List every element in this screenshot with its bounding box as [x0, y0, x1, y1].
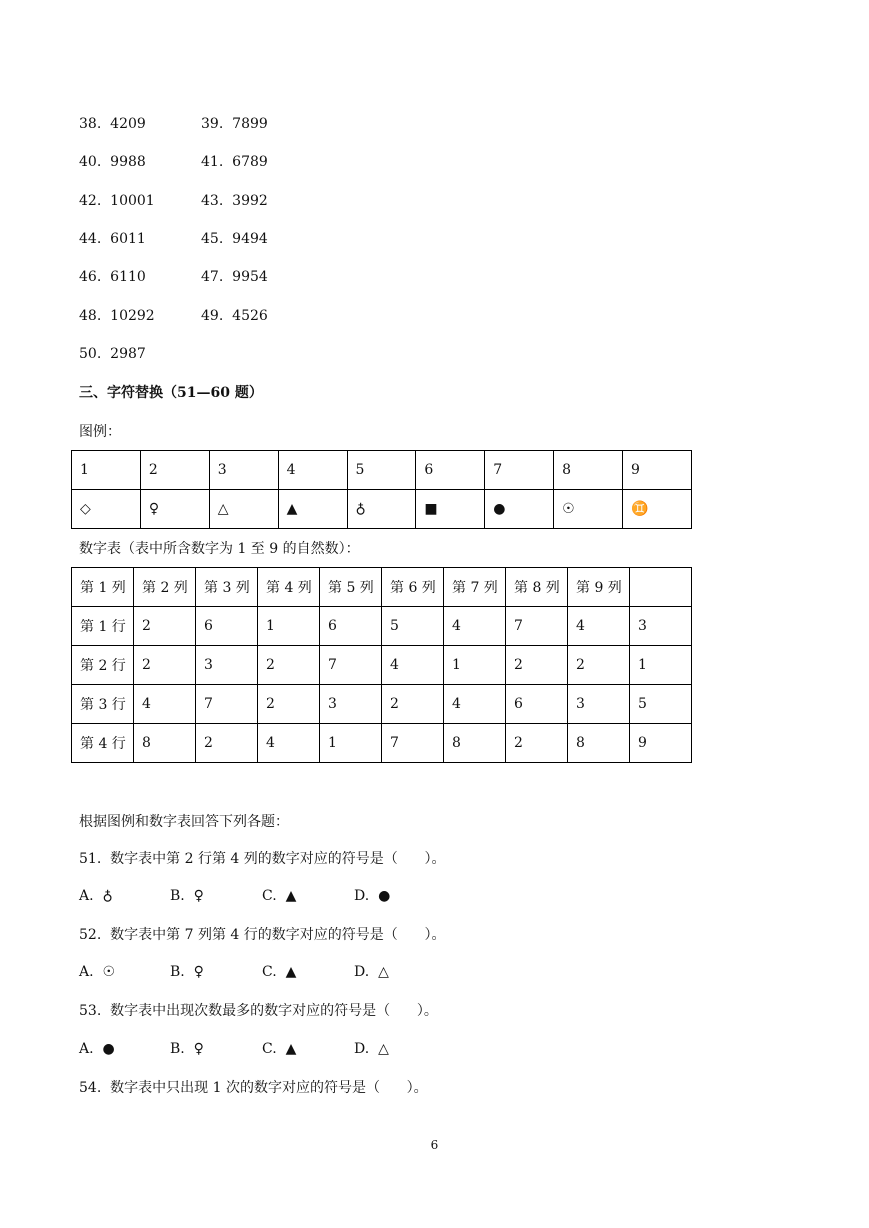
table-cell: 3	[196, 646, 258, 685]
table-cell: 4	[134, 685, 196, 724]
answer-item: 39. 7899	[201, 116, 268, 132]
column-header: 第 3 列	[196, 568, 258, 607]
table-cell: 2	[258, 646, 320, 685]
diamond-outline-icon: ◇	[72, 490, 141, 529]
table-cell: 3	[568, 685, 630, 724]
column-header: 第 9 列	[568, 568, 630, 607]
table-cell: 3	[630, 607, 692, 646]
option-b: B. ♀	[170, 888, 204, 904]
answer-item: 40. 9988	[79, 154, 146, 170]
table-cell: 8	[568, 724, 630, 763]
column-header: 第 8 列	[506, 568, 568, 607]
option-c: C. ▲	[262, 964, 297, 980]
legend-table	[71, 450, 692, 529]
table-cell: 8	[444, 724, 506, 763]
venus-icon: ♀	[140, 490, 209, 529]
table-cell: 3	[320, 685, 382, 724]
table-cell: 4	[568, 607, 630, 646]
column-header	[630, 568, 692, 607]
option-d: D. ●	[354, 888, 391, 904]
option-b: B. ♀	[170, 964, 204, 980]
legend-symbol-row	[72, 490, 692, 529]
table-row	[72, 646, 692, 685]
row-header: 第 3 行	[72, 685, 134, 724]
table-cell: 1	[630, 646, 692, 685]
instruction: 根据图例和数字表回答下列各题：	[79, 814, 289, 830]
question-text: 54. 数字表中只出现 1 次的数字对应的符号是（ ）。	[79, 1080, 428, 1096]
table-cell: 2	[258, 685, 320, 724]
table-cell: 7	[506, 607, 568, 646]
option-c: C. ▲	[262, 1041, 297, 1057]
table-cell: 5	[382, 607, 444, 646]
table-cell: 2	[134, 607, 196, 646]
table-row	[72, 607, 692, 646]
answer-item: 50. 2987	[79, 346, 146, 362]
option-a: A. ♁	[79, 888, 113, 904]
answer-item: 42. 10001	[79, 193, 155, 209]
table-cell: 1	[258, 607, 320, 646]
answer-item: 44. 6011	[79, 231, 146, 247]
legend-number: 2	[140, 451, 209, 490]
row-header: 第 2 行	[72, 646, 134, 685]
option-a: A. ☉	[79, 964, 116, 980]
triangle-filled-icon: ▲	[278, 490, 347, 529]
table-cell: 9	[630, 724, 692, 763]
legend-label: 图例：	[79, 424, 121, 440]
answer-item: 43. 3992	[201, 193, 268, 209]
number-table	[71, 567, 692, 763]
option-d: D. △	[354, 964, 389, 980]
answer-item: 45. 9494	[201, 231, 268, 247]
table-cell: 7	[382, 724, 444, 763]
answer-item: 49. 4526	[201, 308, 268, 324]
legend-number: 3	[209, 451, 278, 490]
column-header: 第 4 列	[258, 568, 320, 607]
circle-filled-icon: ●	[485, 490, 554, 529]
gemini-icon: ♊	[623, 490, 692, 529]
answer-item: 48. 10292	[79, 308, 155, 324]
table-cell: 7	[196, 685, 258, 724]
section-heading: 三、字符替换（51—60 题）	[79, 385, 263, 401]
question-text: 51. 数字表中第 2 行第 4 列的数字对应的符号是（ ）。	[79, 851, 446, 867]
column-header: 第 6 列	[382, 568, 444, 607]
column-header: 第 7 列	[444, 568, 506, 607]
table-cell: 5	[630, 685, 692, 724]
answer-item: 41. 6789	[201, 154, 268, 170]
legend-number: 8	[554, 451, 623, 490]
table-cell: 7	[320, 646, 382, 685]
table-cell: 2	[506, 724, 568, 763]
row-header: 第 4 行	[72, 724, 134, 763]
table-cell: 2	[506, 646, 568, 685]
table-cell: 2	[568, 646, 630, 685]
legend-number: 4	[278, 451, 347, 490]
square-filled-icon: ■	[416, 490, 485, 529]
table-cell: 2	[134, 646, 196, 685]
table-cell: 4	[444, 607, 506, 646]
option-a: A. ●	[79, 1041, 115, 1057]
legend-number: 6	[416, 451, 485, 490]
answer-item: 46. 6110	[79, 269, 146, 285]
table-row	[72, 685, 692, 724]
triangle-outline-icon: △	[209, 490, 278, 529]
option-c: C. ▲	[262, 888, 297, 904]
earth-icon: ♁	[347, 490, 416, 529]
legend-number: 9	[623, 451, 692, 490]
page-number: 6	[430, 1138, 439, 1152]
table-row	[72, 724, 692, 763]
column-header: 第 5 列	[320, 568, 382, 607]
table-cell: 6	[506, 685, 568, 724]
legend-number-row	[72, 451, 692, 490]
table-cell: 2	[196, 724, 258, 763]
table-cell: 8	[134, 724, 196, 763]
question-text: 53. 数字表中出现次数最多的数字对应的符号是（ ）。	[79, 1003, 438, 1019]
table-cell: 4	[382, 646, 444, 685]
legend-number: 1	[72, 451, 141, 490]
option-b: B. ♀	[170, 1041, 204, 1057]
column-header: 第 2 列	[134, 568, 196, 607]
answer-item: 47. 9954	[201, 269, 268, 285]
table-cell: 4	[258, 724, 320, 763]
table-cell: 1	[320, 724, 382, 763]
table-caption: 数字表（表中所含数字为 1 至 9 的自然数）：	[79, 541, 360, 557]
sun-circle-icon: ☉	[554, 490, 623, 529]
table-cell: 6	[196, 607, 258, 646]
legend-number: 7	[485, 451, 554, 490]
question-text: 52. 数字表中第 7 列第 4 行的数字对应的符号是（ ）。	[79, 927, 446, 943]
row-header: 第 1 行	[72, 607, 134, 646]
table-cell: 6	[320, 607, 382, 646]
table-cell: 4	[444, 685, 506, 724]
table-cell: 1	[444, 646, 506, 685]
table-header-row	[72, 568, 692, 607]
column-header: 第 1 列	[72, 568, 134, 607]
answer-item: 38. 4209	[79, 116, 146, 132]
option-d: D. △	[354, 1041, 389, 1057]
legend-number: 5	[347, 451, 416, 490]
table-cell: 2	[382, 685, 444, 724]
